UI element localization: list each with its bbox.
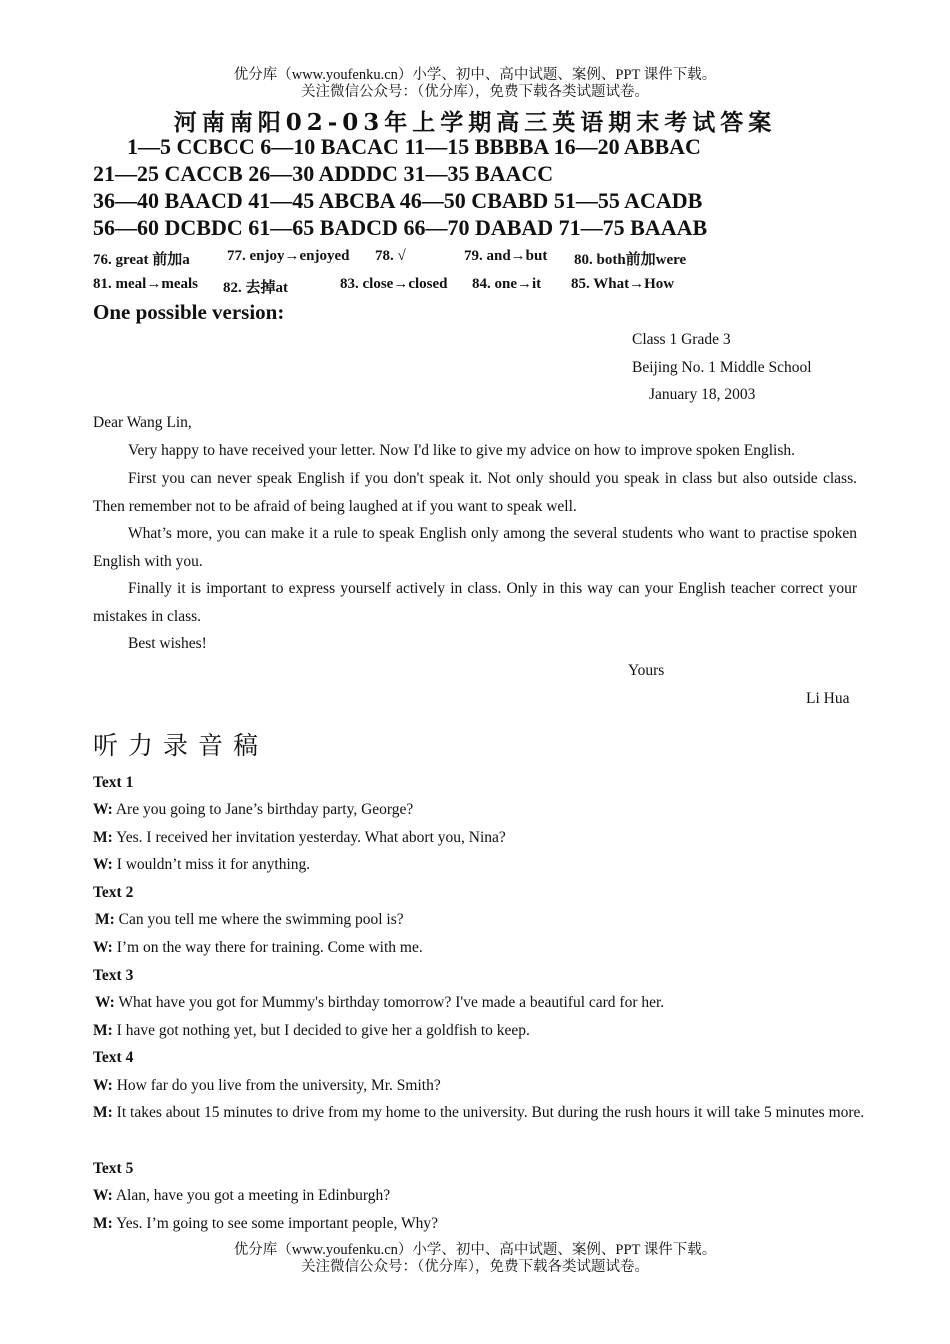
answer-row: 56—60 DCBDC 61—65 BADCD 66—70 DABAD 71—75 BAAAB: [93, 215, 708, 240]
correction-item: 85. What→How: [571, 276, 675, 292]
dialogue-line: W: How far do you live from the university, Mr. Smith?: [93, 1077, 441, 1094]
letter-paragraph: Very happy to have received your letter. Now I'd like to give my advice on how to improve spoken English.: [128, 442, 795, 459]
dialogue-line: M: Yes. I’m going to see some important people, Why?: [93, 1215, 438, 1232]
correction-item: 79. and→but: [464, 248, 548, 264]
correction-item: 82. 去掉at: [223, 280, 288, 296]
footer-line-2: 关注微信公众号：（优分库），免费下载各类试题试卷。: [301, 1259, 649, 1275]
letter-greeting: Dear Wang Lin,: [93, 414, 192, 431]
document-title: 河南南阳02-03年上学期高三英语期末考试答案: [173, 109, 777, 136]
answer-row: 36—40 BAACD 41—45 ABCBA 46—50 CBABD 51—55 ACADB: [93, 188, 703, 213]
correction-item: 77. enjoy→enjoyed: [227, 248, 350, 264]
correction-item: 80. both前加were: [574, 252, 687, 268]
letter-paragraph: First you can never speak English if you don't speak it. Not only should you speak in class but also outside class. Then remember not to be afraid of being laughed at if you want to speak well.: [93, 470, 857, 515]
page-footer: [0, 1242, 950, 1276]
letter-signature: Li Hua: [806, 690, 850, 707]
address-line: Class 1 Grade 3: [632, 331, 731, 348]
dialogue-line: W: Are you going to Jane’s birthday party, George?: [93, 801, 414, 818]
dialogue-line: M: Yes. I received her invitation yesterday. What abort you, Nina?: [93, 829, 506, 846]
correction-item: 84. one→it: [472, 276, 542, 292]
dialogue-line: M: I have got nothing yet, but I decided to give her a goldfish to keep.: [93, 1022, 530, 1039]
listening-heading: 听力录音稿: [93, 731, 269, 760]
correction-item: 83. close→closed: [340, 276, 448, 292]
dialogue-line: W: Alan, have you got a meeting in Edinburgh?: [93, 1187, 391, 1204]
dialogue-line: W: I wouldn’t miss it for anything.: [93, 856, 311, 873]
letter-paragraph: Finally it is important to express yourself actively in class. Only in this way can your English teacher correct your mistakes in class.: [93, 580, 857, 625]
correction-item: 81. meal→meals: [93, 276, 198, 292]
letter-paragraph: Best wishes!: [128, 635, 207, 652]
corrections-row-1: [0, 248, 950, 268]
text-label: Text 2: [93, 884, 134, 901]
dialogue-line: W: What have you got for Mummy's birthday tomorrow? I've made a beautiful card for her.: [95, 994, 665, 1011]
page-header: [0, 67, 950, 101]
header-line-1: 优分库（www.youfenku.cn）小学、初中、高中试题、案例、PPT 课件下载。: [233, 67, 717, 83]
answer-row: 21—25 CACCB 26—30 ADDDC 31—35 BAACC: [93, 161, 554, 186]
essay-heading: One possible version:: [93, 300, 285, 324]
dialogue-line: W: I’m on the way there for training. Come with me.: [93, 939, 423, 956]
footer-line-1: 优分库（www.youfenku.cn）小学、初中、高中试题、案例、PPT 课件下载。: [233, 1242, 717, 1258]
corrections-row-2: [0, 276, 950, 296]
letter-paragraph: What’s more, you can make it a rule to speak English only among the several students who want to practise spoken English with you.: [93, 525, 857, 570]
correction-item: 78. √: [375, 248, 406, 264]
text-label: Text 1: [93, 774, 134, 791]
dialogue-line: M: It takes about 15 minutes to drive from my home to the university. But during the rush hours it will take 5 minutes more.: [93, 1104, 865, 1121]
header-line-2: 关注微信公众号：（优分库），免费下载各类试题试卷。: [301, 84, 649, 100]
correction-item: 76. great 前加a: [93, 252, 190, 268]
letter-closing: Yours: [628, 662, 665, 679]
text-label: Text 5: [93, 1160, 134, 1177]
answer-row: 1—5 CCBCC 6—10 BACAC 11—15 BBBBA 16—20 ABBAC: [127, 134, 701, 159]
date-line: January 18, 2003: [649, 386, 756, 403]
text-label: Text 3: [93, 967, 134, 984]
text-label: Text 4: [93, 1049, 134, 1066]
dialogue-line: M: Can you tell me where the swimming pool is?: [95, 911, 404, 928]
address-line: Beijing No. 1 Middle School: [632, 359, 812, 376]
